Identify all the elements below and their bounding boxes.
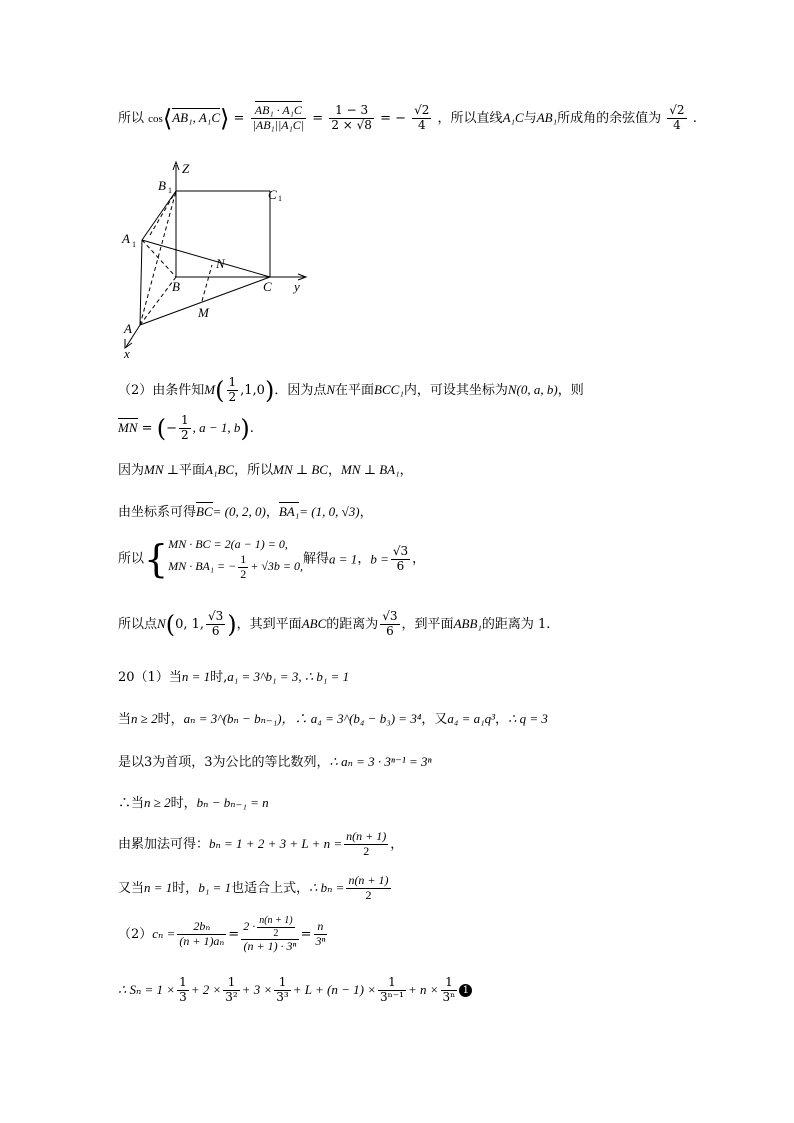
q20-line-5: 由累加法可得：bₙ = 1 + 2 + 3 + L + n = $\frac{n(n + 1)}{2}$ ， (118, 829, 404, 858)
svg-text:1: 1 (278, 194, 282, 203)
part2-line-4: 由坐标系可得BC= (0, 2, 0)，BA₁= (1, 0, √3)， (118, 504, 373, 520)
label-b: B (172, 279, 180, 294)
part2-line-3: 因为MN ⊥平面A₁BC，所以MN ⊥ BC，MN ⊥ BA₁， (118, 462, 413, 478)
label-y: y (294, 279, 300, 294)
x-axis-dashed (140, 277, 176, 325)
cosine-result-line: 所以 cos⟨AB₁, A₁C⟩ = $\frac{\text{AB₁ · A₁C}}{\text{|AB₁||A₁C|}}$ = $\frac{1 - 3}{2 \times √8}$ = − $\frac{√2}{4}$ ，所以直线A₁C与AB₁所成角的余弦值为 $\frac{√2}{4}$ . (118, 103, 697, 133)
q20-line-6: 又当n = 1时，b₁ = 1也适合上式，∴ bₙ = $\frac{n(n + 1)}{2}$ (118, 873, 389, 902)
label-m: M (198, 305, 209, 320)
cos-function: cos (148, 112, 163, 125)
svg-text:1: 1 (168, 186, 172, 195)
equation-marker: 1 (459, 984, 472, 997)
line-label: AB₁ (536, 109, 558, 125)
numeric-fraction: $\frac{1 - 3}{2 \times √8}$ (331, 103, 372, 132)
part2-line-6: 所以点N(0, 1, $\frac{√3}{6}$ )，其到平面ABC的距离为 $\frac{√3}{6}$ ，到平面ABB₁的距离为 1. (118, 609, 551, 639)
label-c: C (263, 279, 272, 294)
q20-line-3: 是以3为首项，3为公比的等比数列，∴ aₙ = 3 · 3ⁿ⁻¹ = 3ⁿ (118, 754, 432, 770)
result-fraction: $\frac{√2}{4}$ (414, 103, 430, 132)
part2-line-1: （2）由条件知M( $\frac{1}{2}$ ,1,0)．因为点N在平面BCC₁内，可设其坐标为N(0, a, b)，则 (118, 375, 584, 405)
q20-line-8: ∴ Sₙ = 1 × $\frac{1}{3}$ + 2 × $\frac{1}{\text{3²}}$ + 3 × $\frac{1}{\text{3³}}$ + L + (n − 1) × $\frac{1}{\text{3ⁿ⁻¹}}$ + n × $\frac{1}{\text{3ⁿ}}$ 1 (118, 976, 472, 1005)
label-n: N (216, 256, 225, 271)
label-a: A (124, 321, 132, 336)
label-c1: C (268, 187, 277, 202)
prism-figure (112, 155, 322, 365)
part2-system: 所以{ MN · BC = 2(a − 1) = 0, MN · BA₁ = − $\frac{1}{2}$ + √3b = 0, 解得a = 1，b = $\frac{√3}{6}$ ， (118, 537, 426, 582)
text: 所以 (118, 110, 145, 126)
label-x: x (124, 346, 130, 361)
label-a1: A (122, 231, 130, 246)
answer-fraction: $\frac{√2}{4}$ (669, 103, 685, 132)
label-z: Z (182, 161, 190, 176)
line-label: A₁C (502, 109, 524, 125)
q20-line-4: ∴当n ≥ 2时，bₙ − bₙ₋₁ = n (118, 795, 269, 811)
svg-text:1: 1 (132, 240, 136, 249)
q20-line-1: 20（1）当n = 1时,a₁ = 3^b₁ = 3, ∴ b₁ = 1 (118, 669, 350, 685)
vector-pair: AB₁, A₁C (172, 109, 221, 125)
dot-product-fraction: $\frac{\text{AB₁ · A₁C}}{\text{|AB₁||A₁C|}}$ (252, 103, 305, 132)
q20-line-2: 当n ≥ 2时，aₙ = 3^(bₙ − bₙ₋₁)，∴ a₄ = 3^(b₄ − b₃) = 3⁴，又a₄ = a₁q³，∴ q = 3 (118, 711, 548, 727)
part2-line-2: MN = (− $\frac{1}{2}$ , a − 1, b). (118, 413, 254, 443)
label-b1: B (158, 178, 166, 193)
q20-line-7: （2）cₙ = $\frac{\text{2bₙ}}{\text{(n + 1)aₙ}}$ = 2 · $\frac{n(n + 1)}{2}$ (n + 1) · 3ⁿ = $\frac{n}{\text{3ⁿ}}$ (118, 915, 326, 953)
